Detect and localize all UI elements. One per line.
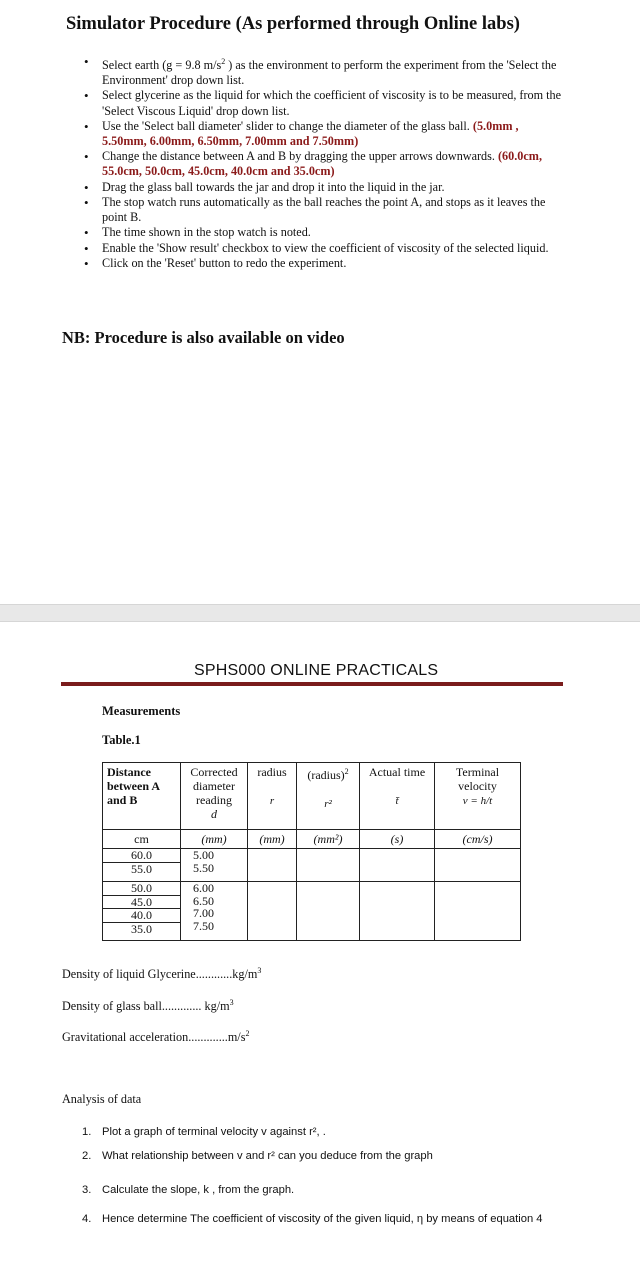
empty-cell: [360, 849, 435, 882]
table-units-row: [103, 830, 521, 849]
procedure-title: Simulator Procedure (As performed through Online labs): [66, 14, 520, 34]
list-item: 4. Hence determine The coefficient of viscosity of the given liquid, η by means of equation 4: [82, 1213, 543, 1225]
measurements-page: [0, 622, 640, 1262]
measurements-table: [102, 762, 521, 941]
list-item: • Click on the 'Reset' button to redo the experiment.: [84, 256, 564, 271]
unit-cell: (s): [360, 830, 435, 849]
diameter-values: (5.0mm , 5.50mm, 6.00mm, 6.50mm, 7.00mm and 7.50mm): [102, 118, 519, 149]
course-header: SPHS000 ONLINE PRACTICALS: [194, 662, 439, 679]
analysis-heading: Analysis of data: [62, 1092, 142, 1106]
glycerine-density-line: Density of liquid $Glycerine............kg/m^3$: [62, 966, 262, 982]
gravity-line: Gravitational $acceleration.............m/s^2$: [62, 1029, 250, 1045]
procedure-list: [84, 54, 564, 271]
col-velocity-header: Terminal velocity v = h/t: [435, 763, 521, 830]
list-item: 2. What relationship between v and r² can you deduce from the graph: [82, 1150, 433, 1162]
list-item: • Change the distance between A and B by dragging the upper arrows downwards. (60.0cm, 55.0cm, 50.0cm, 45.0cm, 40.0cm and 35.0cm): [84, 149, 564, 179]
empty-cell: [435, 849, 521, 882]
list-item: 1. Plot a graph of terminal velocity v against r², .: [82, 1126, 326, 1138]
col-radius-squared-header: (radius)$^2$ r²: [297, 763, 360, 830]
list-item: • Select glycerine as the liquid for which the coefficient of viscosity is to be measured, from the 'Select Viscous Liquid' drop down list.: [84, 88, 564, 118]
unit-cell: (mm): [248, 830, 297, 849]
diameter-cell: 5.00 5.50: [181, 849, 248, 882]
list-item: • Drag the glass ball towards the jar and drop it into the liquid in the jar.: [84, 180, 564, 195]
col-distance-header: Distance between A and B: [103, 763, 181, 830]
table-label: Table.1: [102, 733, 141, 747]
list-item: • Use the 'Select ball diameter' slider to change the diameter of the glass ball. (5.0mm , 5.50mm, 6.00mm, 6.50mm, 7.00mm and 7.50mm): [84, 119, 564, 149]
table-row: [103, 849, 521, 882]
video-note: NB: Procedure is also available on video: [62, 328, 345, 347]
unit-cell: (cm/s): [435, 830, 521, 849]
distance-cell: 50.0 45.0 40.0 35.0: [103, 882, 181, 941]
procedure-page: [0, 0, 640, 604]
page-separator: [0, 604, 640, 622]
col-time-header: Actual time t̄: [360, 763, 435, 830]
list-item: 3. Calculate the slope, k , from the graph.: [82, 1184, 295, 1196]
empty-cell: [297, 882, 360, 941]
empty-cell: [248, 882, 297, 941]
ball-density-line: Density of glass ball............. $kg/m^3$: [62, 998, 234, 1014]
table-row: [103, 882, 521, 941]
empty-cell: [360, 882, 435, 941]
unit-cell: (mm²): [297, 830, 360, 849]
list-item: • Select earth (g = 9.8 $m/s^2$ ) as the environment to perform the experiment from the 'Select the Environment' drop down list.: [84, 54, 564, 88]
empty-cell: [435, 882, 521, 941]
col-diameter-header: Corrected diameter reading d: [181, 763, 248, 830]
list-item: • The time shown in the stop watch is noted.: [84, 225, 564, 240]
unit-cell: (mm): [181, 830, 248, 849]
table-header-row: [103, 763, 521, 830]
distance-values: (60.0cm, 55.0cm, 50.0cm, 45.0cm, 40.0cm and 35.0cm): [102, 149, 542, 179]
empty-cell: [248, 849, 297, 882]
unit-cell: cm: [103, 830, 181, 849]
list-item: • Enable the 'Show result' checkbox to view the coefficient of viscosity of the selected liquid.: [84, 241, 564, 256]
header-rule: [61, 682, 563, 686]
list-item: • The stop watch runs automatically as the ball reaches the point A, and stops as it leaves the point B.: [84, 195, 564, 225]
empty-cell: [297, 849, 360, 882]
distance-cell: 60.0 55.0: [103, 849, 181, 882]
col-radius-header: radius r: [248, 763, 297, 830]
measurements-heading: Measurements: [102, 704, 181, 718]
diameter-cell: 6.00 6.50 7.00 7.50: [181, 882, 248, 941]
